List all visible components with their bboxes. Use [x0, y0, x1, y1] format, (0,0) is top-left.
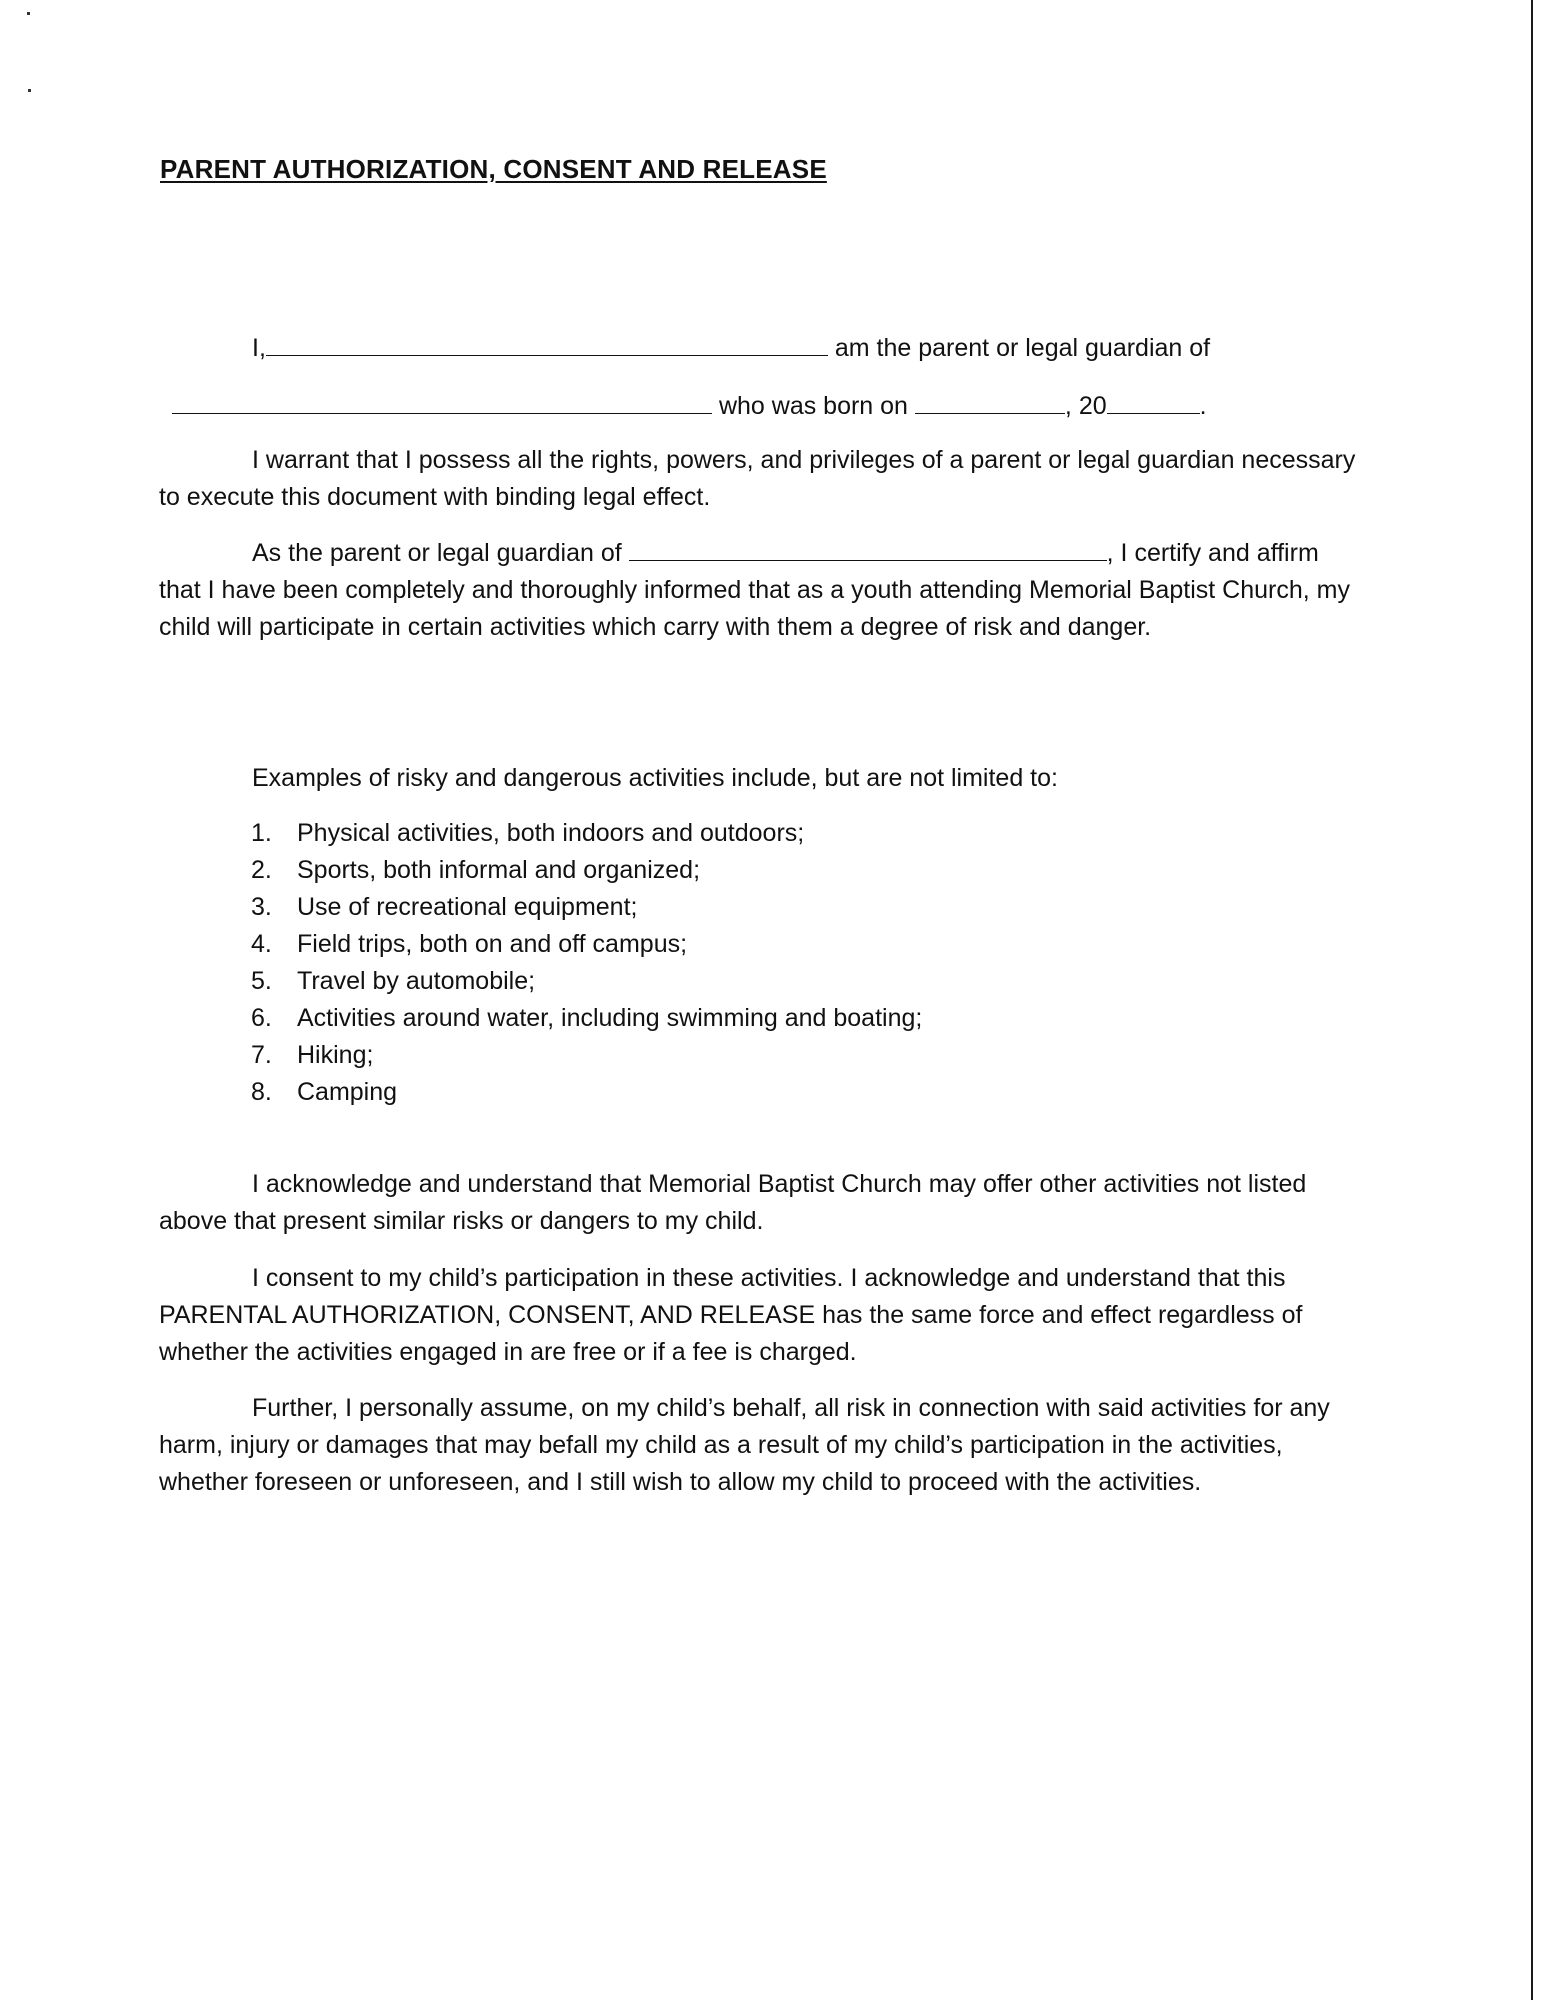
examples-intro: Examples of risky and dangerous activities include, but are not limited to: — [252, 764, 1058, 792]
acknowledge-paragraph — [159, 1166, 1359, 1240]
line2-middle: who was born on — [718, 392, 908, 420]
list-item: 5. Travel by automobile; — [251, 967, 536, 995]
page-title: PARENT AUTHORIZATION, CONSENT AND RELEASE — [160, 154, 827, 184]
birth-date-blank[interactable] — [915, 393, 1065, 414]
list-item: 1. Physical activities, both indoors and outdoors; — [251, 819, 805, 847]
assume-risk-text: Further, I personally assume, on my child’s behalf, all risk in connection with said activities for any harm, injury or damages that may befall my child as a result of my child’s participation in the activities, whether foreseen or unforeseen, and I still wish to allow my child to proceed with the activities. — [159, 1394, 1330, 1496]
list-item: 6. Activities around water, including swimming and boating; — [251, 1004, 923, 1032]
birth-year-blank[interactable] — [1107, 393, 1200, 414]
list-item: 7. Hiking; — [251, 1041, 374, 1069]
line2-year-prefix: , 20 — [1064, 392, 1107, 420]
list-item: 3. Use of recreational equipment; — [251, 893, 638, 921]
guardian-name-line — [252, 330, 1210, 366]
scan-speck — [27, 12, 30, 15]
activities-list — [251, 815, 922, 1111]
acknowledge-text: I acknowledge and understand that Memorial Baptist Church may offer other activities not listed above that present similar risks or dangers to my child. — [159, 1170, 1307, 1235]
warrant-paragraph — [159, 442, 1359, 516]
consent-text: I consent to my child’s participation in these activities. I acknowledge and understand that this PARENTAL AUTHORIZATION, CONSENT, AND RELEASE has the same force and effect regardless of whether the activities engaged in are free or if a fee is charged. — [159, 1264, 1303, 1366]
list-item: 4. Field trips, both on and off campus; — [251, 930, 688, 958]
assume-risk-paragraph — [159, 1390, 1359, 1501]
certify-prefix: As the parent or legal guardian of — [252, 539, 622, 567]
certify-paragraph — [159, 535, 1359, 646]
scan-edge-line — [1531, 0, 1533, 2000]
line1-prefix: I, — [252, 334, 266, 362]
list-item: 8. Camping — [251, 1078, 398, 1106]
scan-speck — [28, 89, 31, 92]
certify-suffix: , I certify and affirm that I have been completely and thoroughly informed that as a youth attending Memorial Baptist Church, my child will participate in certain activities which carry with them a degree of risk and danger. — [159, 539, 1350, 641]
warrant-text: I warrant that I possess all the rights, powers, and privileges of a parent or legal guardian necessary to execute this document with binding legal effect. — [159, 446, 1356, 511]
line1-suffix: am the parent or legal guardian of — [834, 334, 1211, 362]
line2-end: . — [1199, 392, 1207, 420]
consent-paragraph — [159, 1260, 1359, 1371]
guardian-name-blank[interactable] — [266, 335, 828, 356]
child-name-blank-2[interactable] — [629, 540, 1107, 561]
list-item: 2. Sports, both informal and organized; — [251, 856, 701, 884]
child-name-blank[interactable] — [172, 393, 712, 414]
child-birth-line — [172, 388, 1207, 424]
